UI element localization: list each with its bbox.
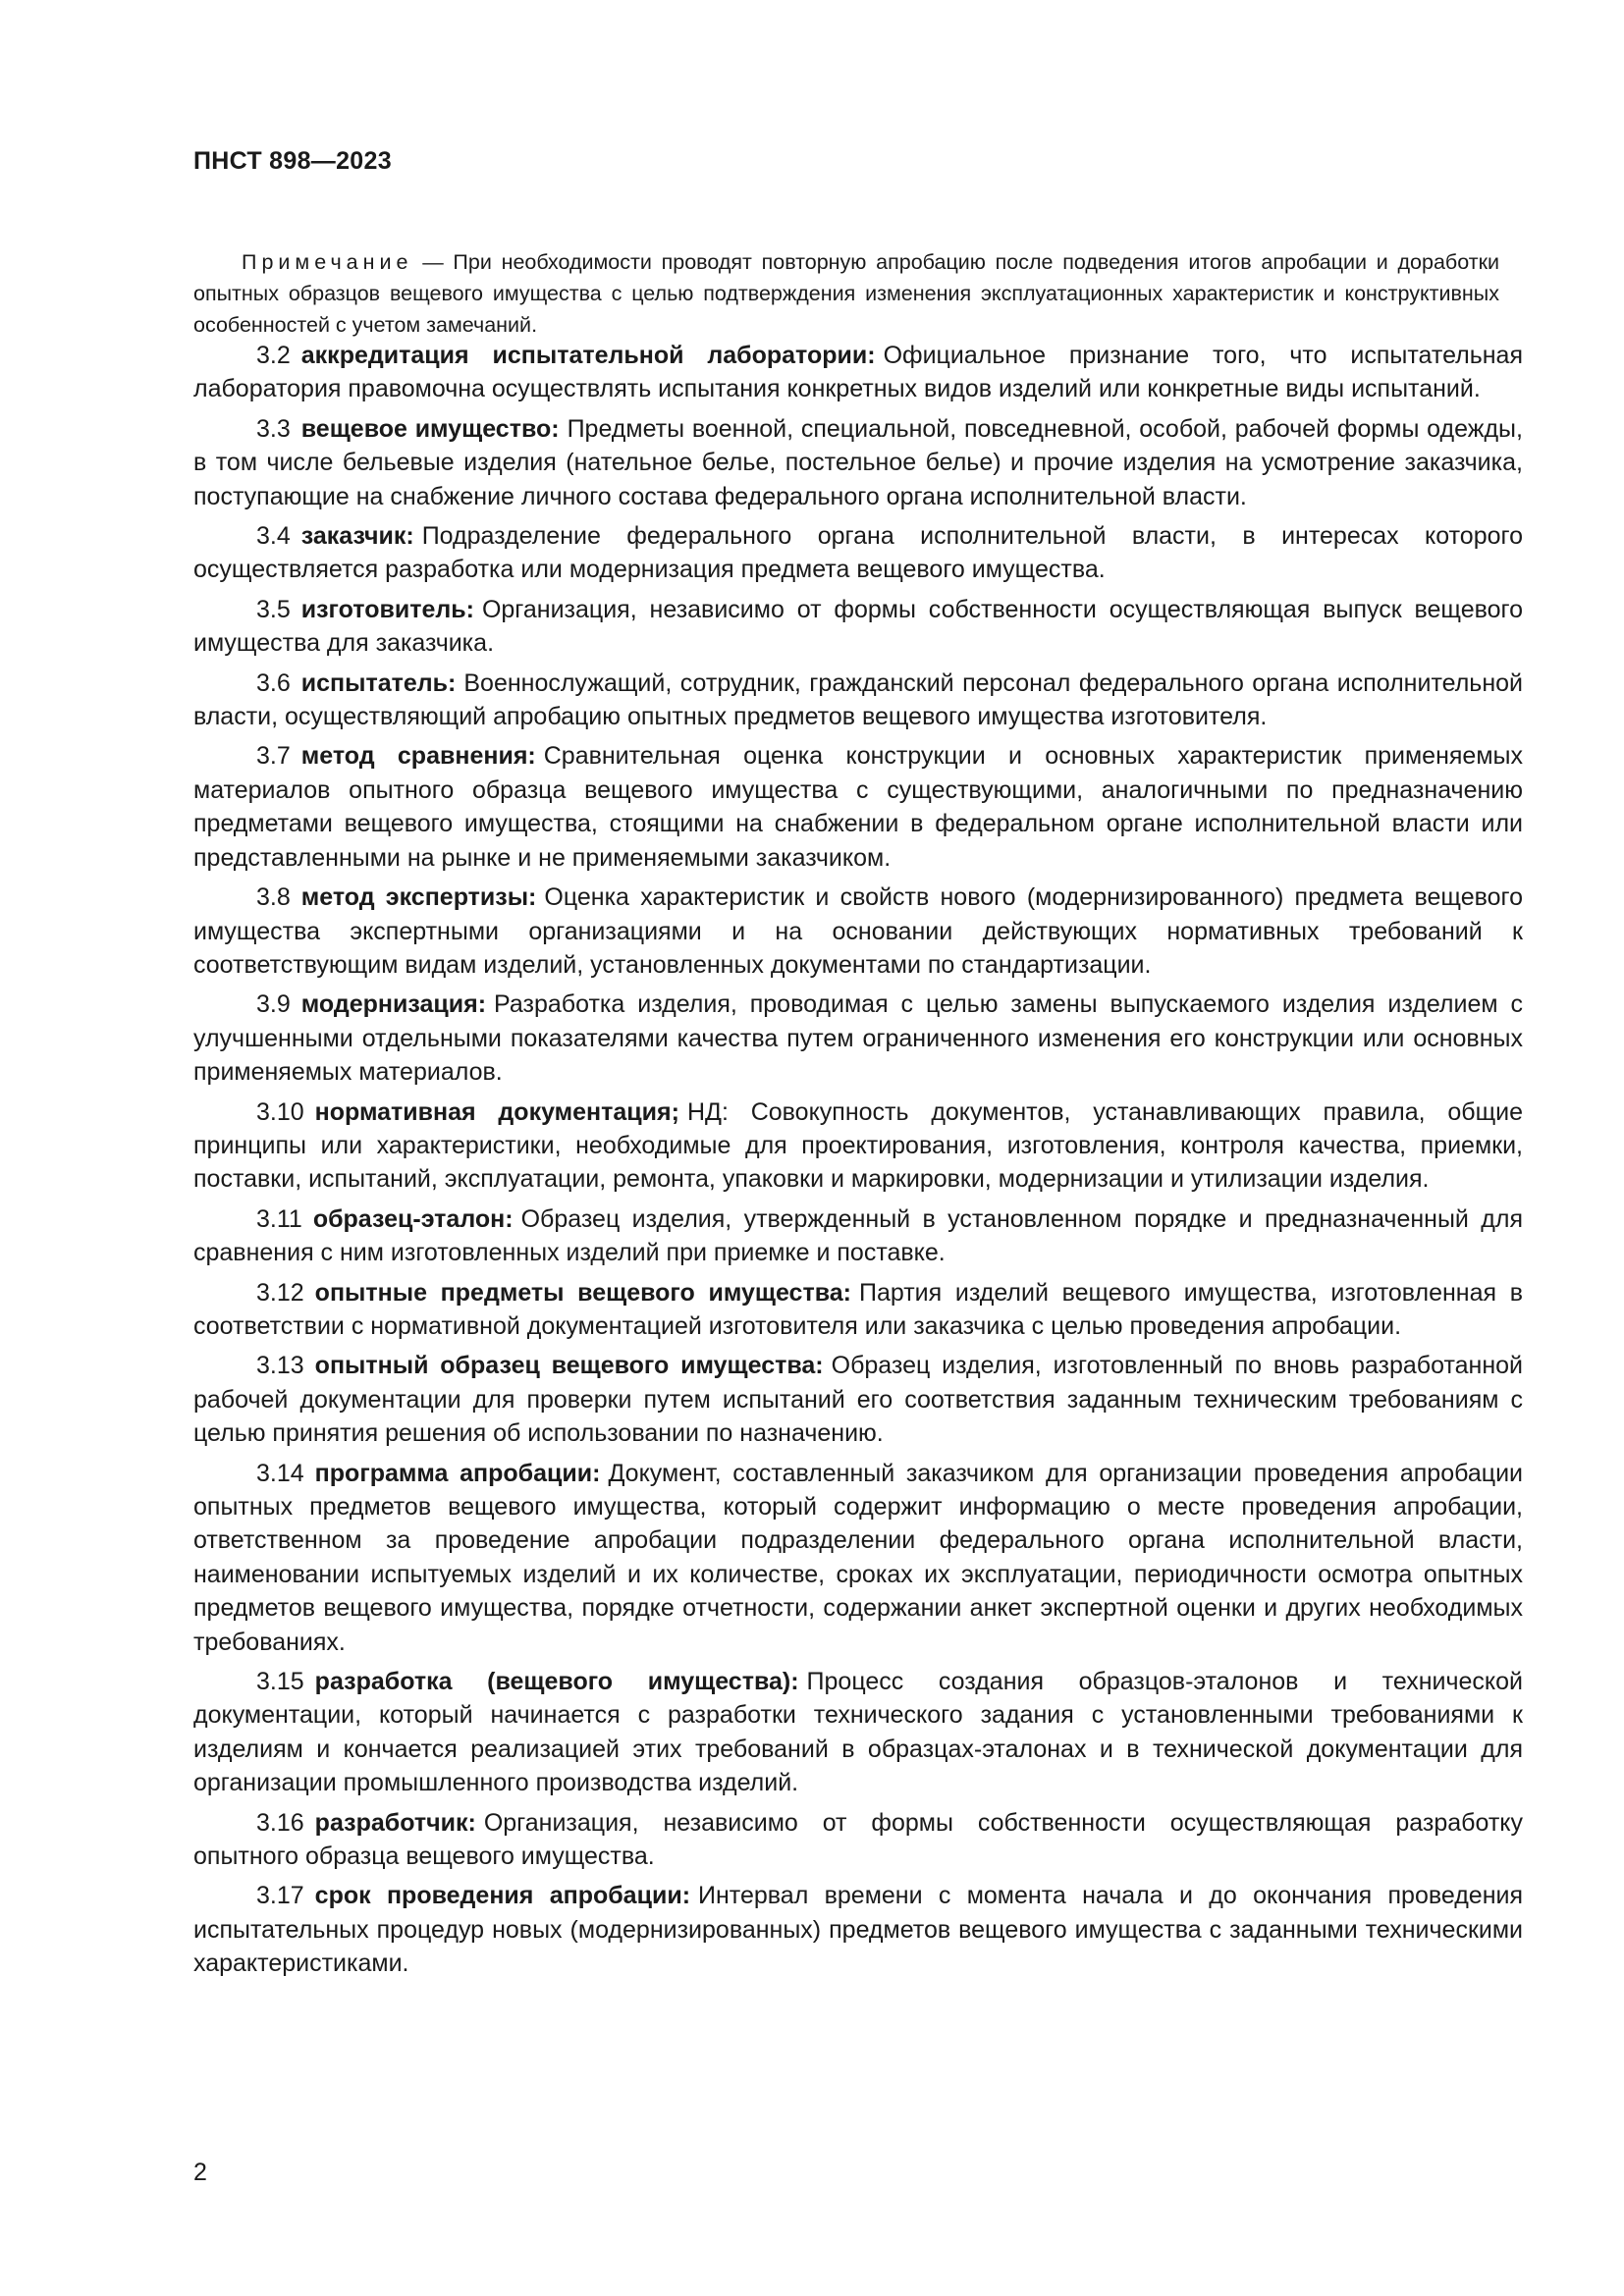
term-number: 3.11 [256,1204,302,1233]
term-number: 3.6 [256,668,291,697]
term-number: 3.16 [256,1808,304,1837]
term-text: Партия изделий вещевого имущества, изготовленная в соответствии с нормативной документацией изготовителя или заказчика с целью проведения апробации. [193,1278,1523,1340]
term-text: Сравнительная оценка конструкции и основных характеристик применяемых материалов опытного образца вещевого имущества с существующими, аналогичными по предназначению предметами вещевого имущества, стоящими на снабжении в федеральном органе исполнительной власти или представленными на рынке и не применяемыми заказчиком. [193,742,1523,872]
note-label: Примечание [242,249,413,274]
term-number: 3.4 [256,522,291,551]
note-paragraph [193,246,1499,341]
term-number: 3.17 [256,1882,304,1910]
term-definition [193,739,1523,875]
term-definition [193,593,1523,661]
term-text: Оценка характеристик и свойств нового (модернизированного) предмета вещевого имущества экспертными организациями и на основании действующих нормативных требований к соответствующим видам изделий, установленных документами по стандартизации. [193,883,1524,979]
terms-list [193,339,1523,1987]
term-definition [193,1349,1523,1450]
term-definition [193,339,1523,406]
term-definition [193,1202,1523,1270]
term-text: Официальное признание того, что испытательная лаборатория правомочна осуществлять испытания конкретных видов изделий или конкретные виды испытаний. [193,342,1523,403]
term-number: 3.7 [256,742,291,771]
term-definition [193,988,1523,1089]
term-name: аккредитация испытательной лаборатории: [300,342,876,369]
term-text: Разработка изделия, проводимая с целью замены выпускаемого изделия изделием с улучшенными отдельными показателями качества путем ограниченного изменения его конструкции или основных применяемых материалов. [193,990,1523,1087]
term-name: опытный образец вещевого имущества: [314,1352,824,1380]
term-text: Образец изделия, изготовленный по вновь разработанной рабочей документации для проверки путем испытаний его соответствия заданным техническим требованиям с целью принятия решения об использовании по назначению. [193,1352,1523,1448]
term-number: 3.8 [256,883,291,912]
term-name: нормативная документация; [314,1097,679,1126]
term-text: Военнослужащий, сотрудник, гражданский персонал федерального органа исполнительной власти, осуществляющий апробацию опытных предметов вещевого имущества изготовителя. [193,668,1523,731]
term-number: 3.14 [256,1459,304,1487]
term-definition [193,1665,1523,1800]
term-definition [193,881,1523,982]
term-number: 3.10 [256,1097,304,1126]
term-number: 3.12 [256,1278,304,1307]
term-text: Организация, независимо от формы собственности осуществляющая выпуск вещевого имущества для заказчика. [193,595,1523,658]
term-name: разработчик: [314,1808,476,1837]
term-definition [193,1457,1523,1659]
term-name: метод экспертизы: [300,883,537,912]
term-number: 3.2 [256,342,291,369]
term-name: программа апробации: [314,1459,601,1487]
term-text: Процесс создания образцов-эталонов и технической документации, который начинается с разработки технического задания с установленными требованиями к изделиям и кончается реализацией этих требований в образцах-эталонах и в технической документации для организации промышленного производства изделий. [193,1668,1523,1797]
term-name: заказчик: [300,522,414,551]
term-definition [193,1806,1523,1874]
term-name: разработка (вещевого имущества): [314,1668,799,1696]
term-text: Подразделение федерального органа исполнительной власти, в интересах которого осуществляется разработка или модернизация предмета вещевого имущества. [193,522,1523,584]
term-definition [193,1095,1523,1197]
term-name: метод сравнения: [300,742,536,771]
term-number: 3.13 [256,1352,304,1380]
term-name: модернизация: [300,990,487,1019]
term-text: НД: Совокупность документов, устанавливающих правила, общие принципы или характеристики, необходимые для проектирования, изготовления, контроля качества, приемки, поставки, испытаний, эксплуатации, ремонта, упаковки и маркировки, модернизации и утилизации изделия. [193,1097,1524,1194]
term-definition [193,1879,1523,1980]
term-name: вещевое имущество: [300,414,560,443]
term-name: опытные предметы вещевого имущества: [314,1278,851,1307]
term-text: Организация, независимо от формы собственности осуществляющая разработку опытного образца вещевого имущества. [193,1808,1523,1871]
term-definition [193,412,1523,513]
term-name: испытатель: [300,668,457,697]
term-text: Предметы военной, специальной, повседневной, особой, рабочей формы одежды, в том числе бельевые изделия (нательное белье, постельное белье) и прочие изделия на усмотрение заказчика, поступающие на снабжение личного состава федерального органа исполнительной власти. [193,414,1523,510]
term-definition [193,519,1523,587]
term-name: изготовитель: [300,595,474,623]
term-text: Интервал времени с момента начала и до окончания проведения испытательных процедур новых (модернизированных) предметов вещевого имущества с заданными техническими характеристиками. [193,1882,1523,1978]
page-number: 2 [193,2159,207,2186]
term-definition [193,1276,1523,1344]
term-number: 3.9 [256,990,291,1019]
term-number: 3.5 [256,595,291,623]
term-name: срок проведения апробации: [314,1882,691,1910]
term-number: 3.15 [256,1668,304,1696]
term-text: Образец изделия, утвержденный в установленном порядке и предназначенный для сравнения с ним изготовленных изделий при приемке и поставке. [193,1204,1523,1267]
term-name: образец-эталон: [312,1204,514,1233]
term-definition [193,667,1523,734]
term-number: 3.3 [256,414,291,443]
note-text: — При необходимости проводят повторную апробацию после подведения итогов апробации и доработки опытных образцов вещевого имущества с целью подтверждения изменения эксплуатационных характеристик и конструктивных особенностей с учетом замечаний. [193,249,1499,337]
term-text: Документ, составленный заказчиком для организации проведения апробации опытных предметов вещевого имущества, который содержит информацию о месте проведения апробации, ответственном за проведение апробации подразделении федерального органа исполнительной власти, наименовании испытуемых изделий и их количестве, сроках их эксплуатации, периодичности осмотра опытных предметов вещевого имущества, порядке отчетности, содержании анкет экспертной оценки и других необходимых требованиях. [193,1459,1524,1656]
document-header: ПНСТ 898—2023 [193,147,392,175]
